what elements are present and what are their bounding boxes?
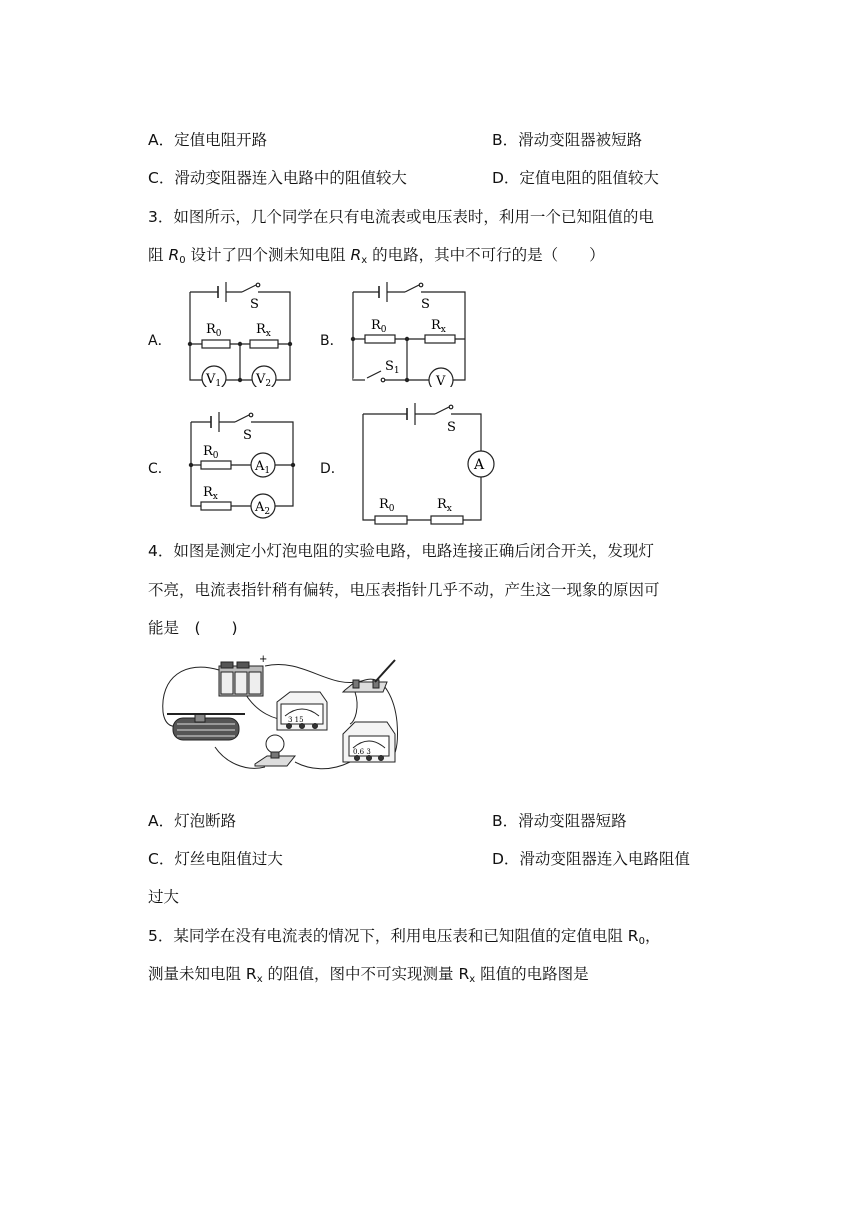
battery-icon — [219, 662, 263, 696]
battery-plus-label: + — [259, 654, 268, 665]
switch-1-label: $S_1$ — [385, 359, 400, 376]
ammeter-icon — [343, 722, 395, 762]
switch-label: S — [447, 420, 456, 435]
light-bulb-icon — [255, 735, 295, 766]
q2-option-b: B．滑动变阻器被短路 — [492, 131, 643, 149]
circuit-a-diagram — [180, 282, 300, 387]
q4-line-2: 不亮，电流表指针稍有偏转，电压表指针几乎不动，产生这一现象的原因可 — [148, 581, 660, 599]
q4-option-d-continued: 过大 — [148, 888, 180, 906]
circuit-c-diagram — [183, 410, 303, 520]
r0-label: $R_0$ — [371, 318, 387, 335]
switch-label: S — [421, 297, 430, 312]
q5-line-2: 测量未知电阻 $R_x$ 的阻值，图中不可实现测量 $R_x$ 阻值的电路图是 — [148, 965, 589, 985]
voltmeter-icon — [277, 692, 327, 730]
voltmeter-1-label: $V_1$ — [206, 372, 222, 387]
knife-switch-icon — [343, 660, 395, 692]
ammeter-label: A — [474, 457, 485, 473]
rx-label: $R_x$ — [437, 497, 452, 514]
q2-option-c: C．滑动变阻器连入电路中的阻值较大 — [148, 169, 407, 187]
q4-option-d: D．滑动变阻器连入电路阻值 — [492, 850, 690, 868]
q3-line-2: 阻 $R_0$ 设计了四个测未知电阻 $R_x$ 的电路，其中不可行的是（ ） — [148, 246, 605, 266]
q4-option-b: B．滑动变阻器短路 — [492, 812, 627, 830]
q3-label-c: C． — [148, 461, 172, 477]
switch-label: S — [250, 297, 259, 312]
ammeter-tick-labels: 0.6 3 — [353, 748, 371, 756]
r0-label: $R_0$ — [203, 444, 219, 461]
r0-label: $R_0$ — [379, 497, 395, 514]
q2-option-a: A．定值电阻开路 — [148, 131, 268, 149]
switch-label: S — [243, 428, 252, 443]
q3-label-d: D． — [320, 461, 345, 477]
q3-label-a: A． — [148, 333, 172, 349]
ammeter-2-label: $A_2$ — [255, 500, 271, 517]
r0-label: $R_0$ — [206, 322, 222, 339]
q3-line-1: 3．如图所示，几个同学在只有电流表或电压表时，利用一个已知阻值的电 — [148, 208, 654, 226]
q4-option-c: C．灯丝电阻值过大 — [148, 850, 283, 868]
circuit-d-diagram — [355, 400, 495, 525]
q4-line-3: 能是 ( ) — [148, 619, 238, 637]
q2-option-d: D．定值电阻的阻值较大 — [492, 169, 659, 187]
ammeter-1-label: $A_1$ — [255, 459, 271, 476]
rx-label: $R_x$ — [256, 322, 271, 339]
experiment-apparatus-illustration — [155, 652, 405, 784]
circuit-b-diagram — [345, 282, 475, 387]
q4-line-1: 4．如图是测定小灯泡电阻的实验电路，电路连接正确后闭合开关，发现灯 — [148, 542, 654, 560]
rx-label: $R_x$ — [431, 318, 446, 335]
rx-label: $R_x$ — [203, 485, 218, 502]
voltmeter-label: V — [436, 374, 446, 387]
q3-label-b: B． — [320, 333, 344, 349]
voltmeter-tick-labels: 3 15 — [288, 716, 304, 724]
voltmeter-2-label: $V_2$ — [256, 372, 272, 387]
rheostat-icon — [167, 714, 245, 740]
q5-line-1: 5．某同学在没有电流表的情况下，利用电压表和已知阻值的定值电阻 $R_0$， — [148, 927, 661, 947]
q4-option-a: A．灯泡断路 — [148, 812, 237, 830]
